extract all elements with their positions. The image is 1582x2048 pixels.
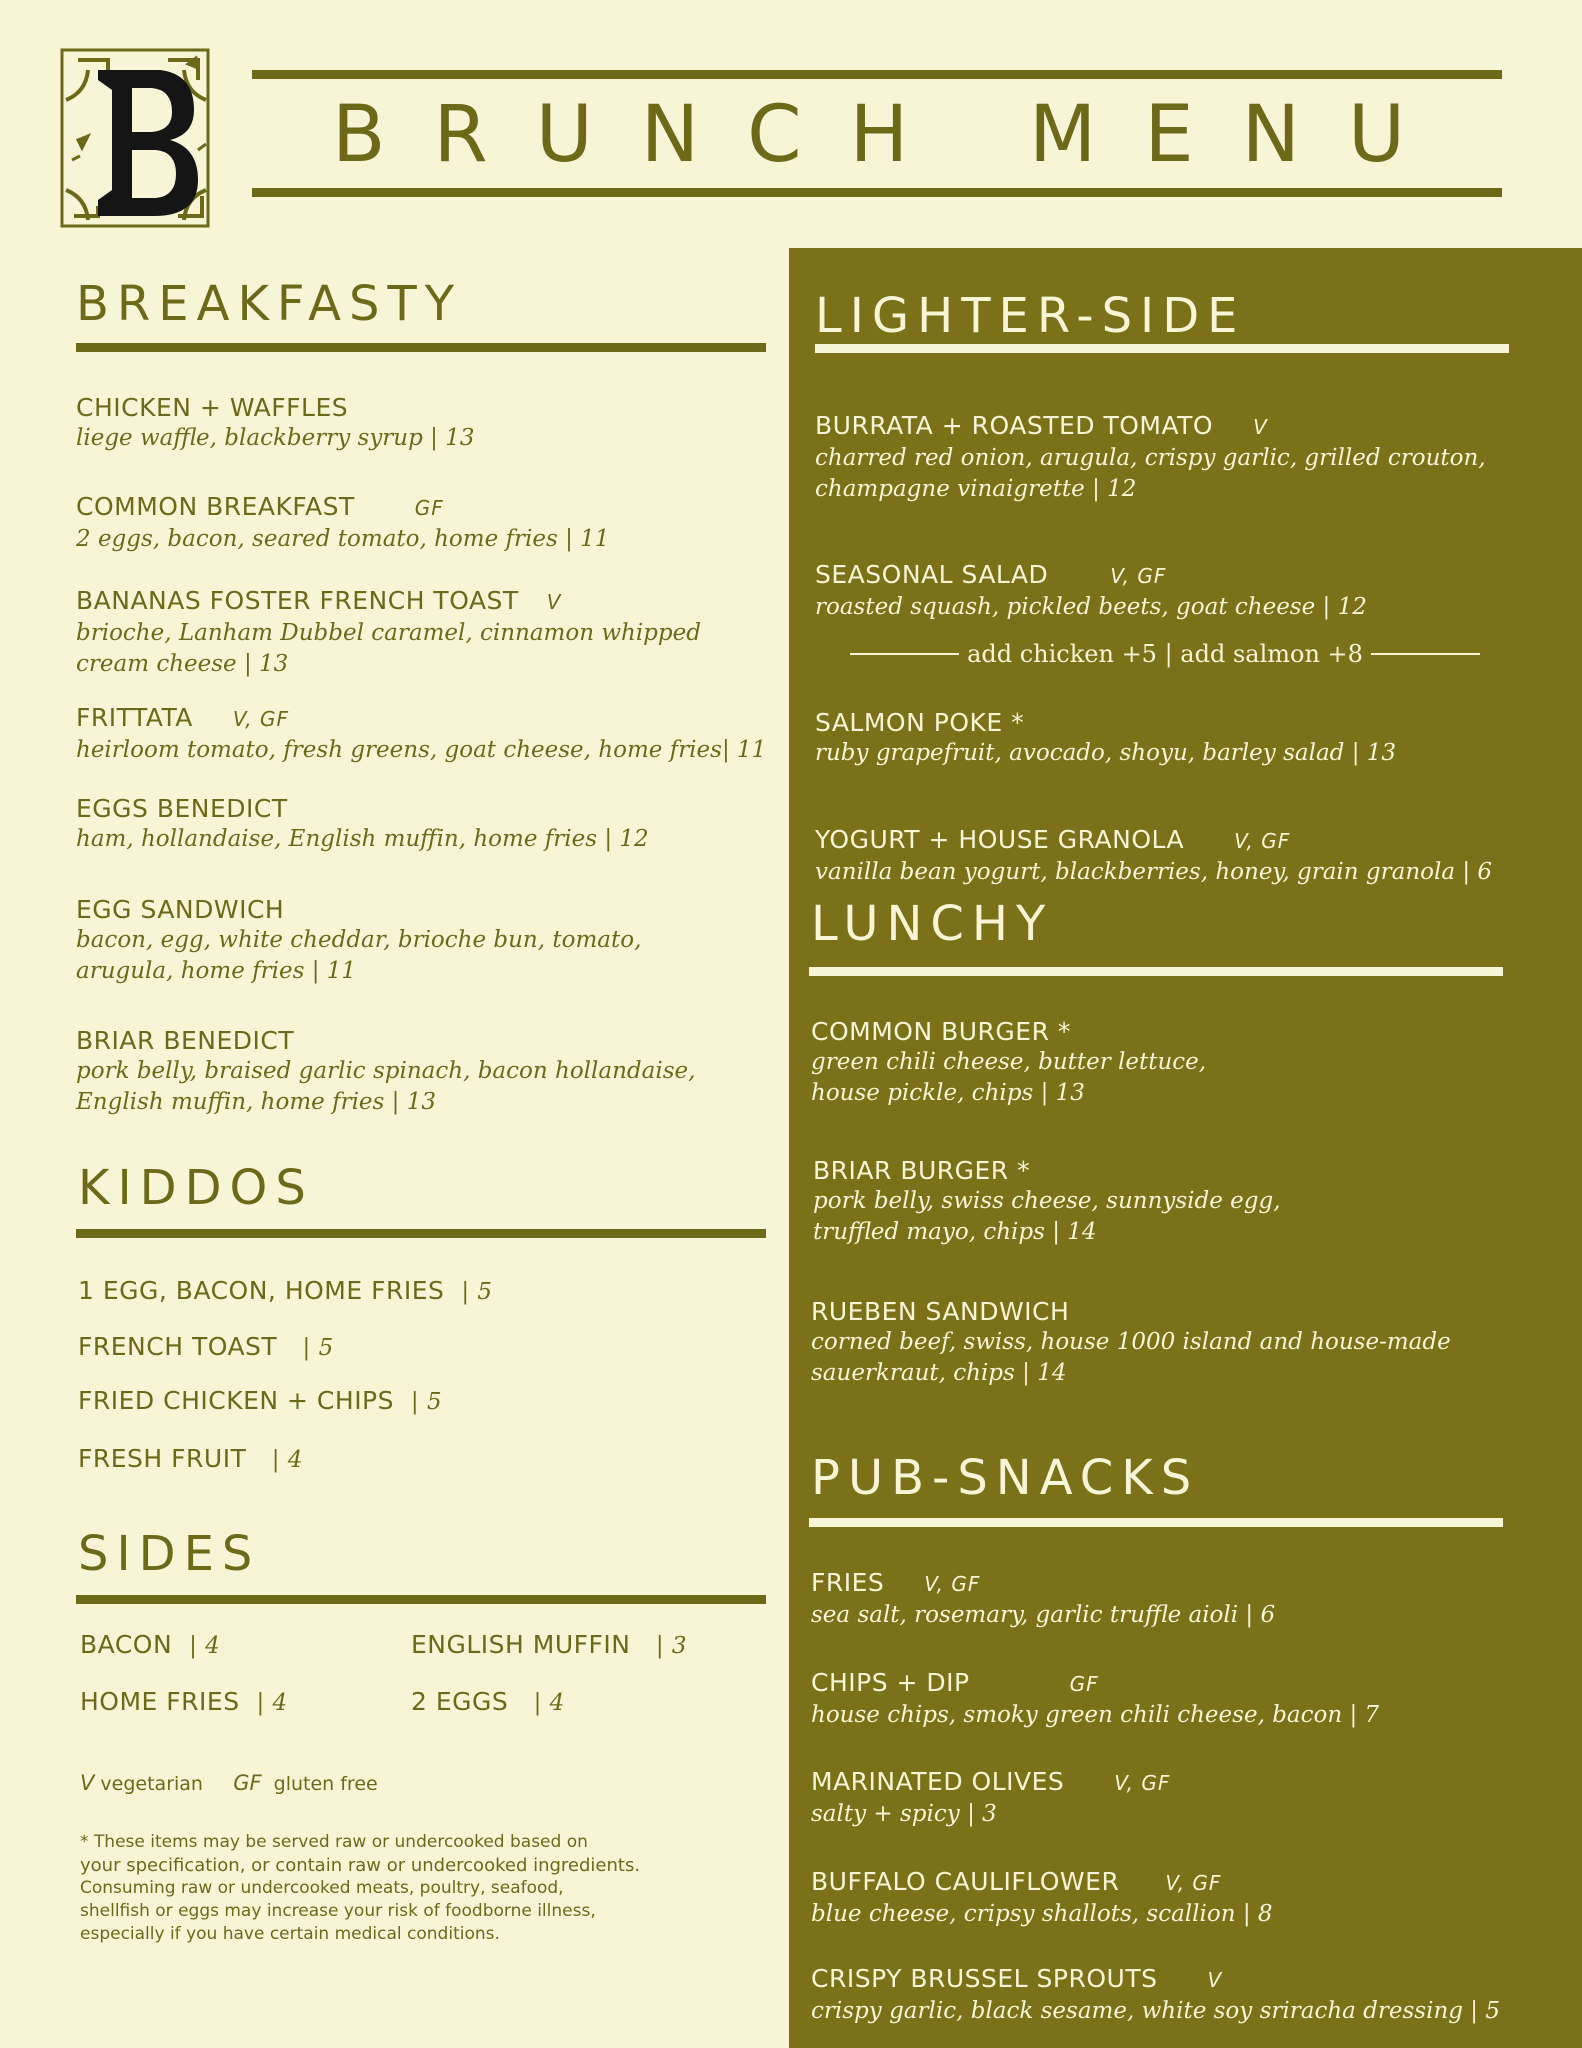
- item-description: pork belly, swiss cheese, sunnyside egg,: [813, 1188, 1281, 1214]
- item-name: YOGURT + HOUSE GRANOLA V, GF: [815, 825, 1291, 854]
- menu-item: [76, 1025, 695, 1118]
- section-heading-sides: SIDES: [78, 1526, 261, 1582]
- section-rule: [809, 1518, 1503, 1527]
- item-diet-tag: V: [546, 590, 562, 614]
- item-description: 2 eggs, bacon, seared tomato, home fries | 11: [76, 526, 610, 552]
- menu-item: [811, 1016, 1206, 1109]
- legend-v-symbol: V: [80, 1771, 95, 1795]
- menu-item: [815, 559, 1367, 623]
- item-description: roasted squash, pickled beets, goat cheese | 12: [815, 594, 1367, 620]
- item-description: ham, hollandaise, English muffin, home fries | 12: [76, 826, 649, 852]
- item-description: arugula, home fries | 11: [76, 958, 357, 984]
- section-rule: [809, 967, 1503, 976]
- briar-logo: [48, 40, 224, 236]
- disclaimer-line: especially if you have certain medical conditions.: [80, 1924, 500, 1944]
- section-heading-lunchy: LUNCHY: [811, 896, 1054, 952]
- disclaimer-line: shellfish or eggs may increase your risk of foodborne illness,: [80, 1901, 596, 1921]
- item-description: house chips, smoky green chili cheese, bacon | 7: [811, 1702, 1380, 1728]
- item-description: crispy garlic, black sesame, white soy sriracha dressing | 5: [811, 1998, 1500, 2024]
- item-description: cream cheese | 13: [76, 651, 289, 677]
- item-name: SALMON POKE *: [815, 708, 1025, 737]
- menu-item: [815, 824, 1492, 888]
- disclaimer-line: Consuming raw or undercooked meats, poultry, seafood,: [80, 1878, 564, 1898]
- menu-title: BRUNCH MENU: [332, 90, 1454, 180]
- legend-gf-text: gluten free: [273, 1773, 378, 1795]
- item-name: CHICKEN + WAFFLES: [76, 393, 349, 422]
- item-description: liege waffle, blackberry syrup | 13: [76, 425, 475, 451]
- item-description: sauerkraut, chips | 14: [811, 1360, 1067, 1386]
- item-diet-tag: V, GF: [232, 707, 289, 731]
- addon-rule-right: [1371, 653, 1480, 655]
- salad-addon-note: [850, 640, 1480, 668]
- item-name: MARINATED OLIVES V, GF: [811, 1767, 1171, 1796]
- item-description: truffled mayo, chips | 14: [813, 1219, 1097, 1245]
- item-description: English muffin, home fries | 13: [76, 1089, 436, 1115]
- item-name: CRISPY BRUSSEL SPROUTS V: [811, 1964, 1223, 1993]
- item-description: corned beef, swiss, house 1000 island and house-made: [811, 1329, 1451, 1355]
- section-heading-lighter-side: LIGHTER-SIDE: [815, 288, 1246, 344]
- item-diet-tag: V, GF: [1234, 829, 1291, 853]
- item-diet-tag: GF: [414, 496, 444, 520]
- item-description: heirloom tomato, fresh greens, goat cheese, home fries| 11: [76, 737, 767, 763]
- item-diet-tag: GF: [1069, 1672, 1099, 1696]
- item-name: COMMON BURGER *: [811, 1017, 1071, 1046]
- menu-item: [811, 1866, 1273, 1930]
- header-rule-top: [252, 70, 1502, 79]
- disclaimer-line: * These items may be served raw or undercooked based on: [80, 1832, 588, 1852]
- item-diet-tag: V, GF: [1110, 564, 1167, 588]
- section-heading-breakfasty: BREAKFASTY: [76, 276, 463, 332]
- menu-item: [811, 1567, 1275, 1631]
- section-rule: [815, 344, 1509, 353]
- legend-v-text: vegetarian: [100, 1773, 203, 1795]
- addon-text: add chicken +5 | add salmon +8: [967, 640, 1363, 668]
- raw-food-disclaimer: [80, 1831, 720, 1946]
- item-diet-tag: V, GF: [1114, 1771, 1171, 1795]
- side-item: 2 EGGS | 4: [411, 1687, 565, 1716]
- item-name: BUFFALO CAULIFLOWER V, GF: [811, 1867, 1222, 1896]
- side-item: HOME FRIES | 4: [80, 1687, 288, 1716]
- menu-item: [813, 1155, 1281, 1248]
- item-name: COMMON BREAKFAST GF: [76, 492, 444, 521]
- item-name: FRIES V, GF: [811, 1568, 981, 1597]
- item-description: pork belly, braised garlic spinach, bacon hollandaise,: [76, 1058, 696, 1084]
- item-description: sea salt, rosemary, garlic truffle aioli | 6: [811, 1602, 1276, 1628]
- menu-item: [811, 1766, 1170, 1830]
- item-description: blue cheese, cripsy shallots, scallion | 8: [811, 1901, 1273, 1927]
- legend-gf-symbol: GF: [233, 1771, 262, 1795]
- item-name: EGG SANDWICH: [76, 895, 285, 924]
- menu-item: [811, 1963, 1500, 2027]
- header-rule-bottom: [252, 188, 1502, 197]
- menu-item: [815, 707, 1396, 769]
- section-rule: [76, 1595, 766, 1604]
- menu-item: [76, 702, 766, 766]
- menu-item: [76, 491, 609, 555]
- kids-item: FRESH FRUIT | 4: [78, 1444, 303, 1473]
- item-description: brioche, Lanham Dubbel caramel, cinnamon whipped: [76, 620, 701, 646]
- menu-item: [76, 894, 641, 987]
- item-name: FRITTATA V, GF: [76, 703, 289, 732]
- section-rule: [76, 1229, 766, 1238]
- item-name: CHIPS + DIP GF: [811, 1668, 1099, 1697]
- item-name: RUEBEN SANDWICH: [811, 1297, 1070, 1326]
- item-description: charred red onion, arugula, crispy garlic, grilled crouton,: [815, 445, 1486, 471]
- item-diet-tag: V: [1207, 1968, 1223, 1992]
- item-name: BRIAR BENEDICT: [76, 1026, 295, 1055]
- menu-item: [811, 1667, 1379, 1731]
- item-diet-tag: V, GF: [1165, 1871, 1222, 1895]
- addon-rule-left: [850, 653, 959, 655]
- side-item: ENGLISH MUFFIN | 3: [411, 1630, 688, 1659]
- item-description: bacon, egg, white cheddar, brioche bun, tomato,: [76, 927, 642, 953]
- kids-item: FRENCH TOAST | 5: [78, 1332, 334, 1361]
- item-name: SEASONAL SALAD V, GF: [815, 560, 1167, 589]
- item-description: house pickle, chips | 13: [811, 1080, 1085, 1106]
- item-description: ruby grapefruit, avocado, shoyu, barley salad | 13: [815, 740, 1397, 766]
- item-description: green chili cheese, butter lettuce,: [811, 1049, 1207, 1075]
- menu-item: [815, 410, 1486, 505]
- diet-legend: [80, 1771, 378, 1795]
- item-diet-tag: V: [1253, 415, 1268, 439]
- kids-item: FRIED CHICKEN + CHIPS | 5: [78, 1386, 443, 1415]
- menu-item: [811, 1296, 1451, 1389]
- item-description: salty + spicy | 3: [811, 1801, 997, 1827]
- item-name: BANANAS FOSTER FRENCH TOAST V: [76, 586, 562, 615]
- menu-item: [76, 392, 474, 454]
- section-heading-kiddos: KIDDOS: [78, 1160, 314, 1216]
- section-rule: [76, 343, 766, 352]
- item-description: champagne vinaigrette | 12: [815, 476, 1137, 502]
- kids-item: 1 EGG, BACON, HOME FRIES | 5: [78, 1276, 493, 1305]
- menu-item: [76, 793, 649, 855]
- menu-item: [76, 585, 701, 680]
- item-description: vanilla bean yogurt, blackberries, honey, grain granola | 6: [815, 859, 1493, 885]
- item-name: BURRATA + ROASTED TOMATO V: [815, 411, 1268, 440]
- item-name: EGGS BENEDICT: [76, 794, 288, 823]
- side-item: BACON | 4: [80, 1630, 221, 1659]
- section-heading-pub-snacks: PUB-SNACKS: [811, 1450, 1200, 1506]
- disclaimer-line: your specification, or contain raw or undercooked ingredients.: [80, 1855, 641, 1876]
- item-name: BRIAR BURGER *: [813, 1156, 1031, 1185]
- item-diet-tag: V, GF: [924, 1572, 981, 1596]
